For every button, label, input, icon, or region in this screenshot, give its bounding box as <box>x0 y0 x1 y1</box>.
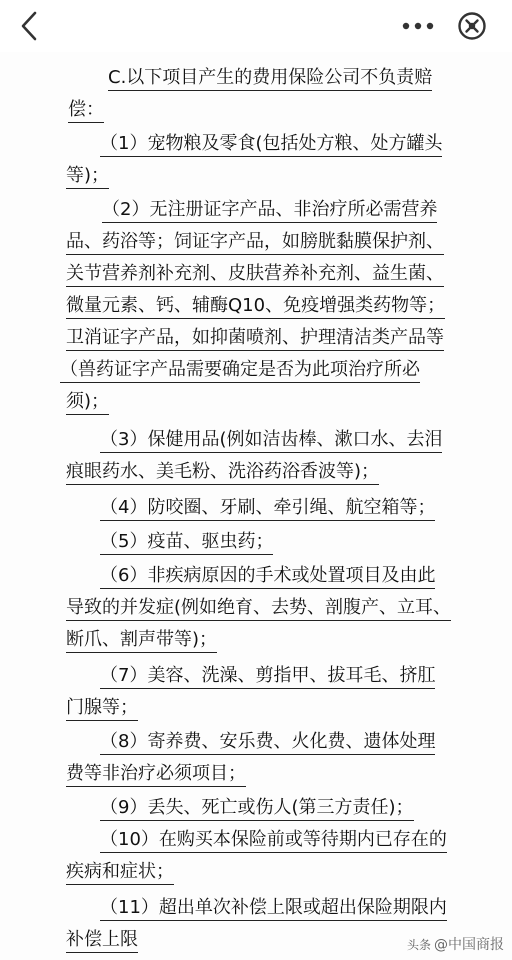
text-line: （9）丢失、死亡或伤人(第三方责任)； <box>100 794 414 826</box>
text-line: 品、药浴等；饲证字产品，如膀胱黏膜保护剂、 <box>66 228 444 260</box>
top-nav-bar <box>0 0 512 53</box>
more-dots-icon <box>392 10 444 42</box>
chevron-left-icon <box>12 8 48 44</box>
text-line: 痕眼药水、美毛粉、洗浴药浴香波等)； <box>66 458 379 490</box>
text-line: （兽药证字产品需要确定是否为此项治疗所必 <box>60 356 420 388</box>
text-line: （1）宠物粮及零食(包括处方粮、处方罐头 <box>100 130 442 162</box>
text-line: （5）疫苗、驱虫药； <box>100 528 273 560</box>
text-line: （6）非疾病原因的手术或处置项目及由此 <box>100 562 435 594</box>
text-line: 断爪、割声带等)； <box>66 626 217 658</box>
text-line: 门腺等； <box>66 694 138 726</box>
text-line: 费等非治疗必须项目； <box>66 760 246 792</box>
text-line: 关节营养剂补充剂、皮肤营养补充剂、益生菌、 <box>66 260 444 292</box>
text-line: （4）防咬圈、牙刷、牵引绳、航空箱等； <box>100 494 435 526</box>
text-line: 偿： <box>68 96 104 128</box>
text-line: 等)； <box>66 162 109 194</box>
source-watermark <box>407 934 504 954</box>
text-line: 微量元素、钙、辅酶Q10、免疫增强类药物等； <box>66 292 445 324</box>
text-line: （11）超出单次补偿上限或超出保险期限内 <box>100 894 447 926</box>
document-page <box>0 52 512 960</box>
text-line: 疾病和症状； <box>66 858 174 890</box>
text-line: 须)； <box>66 388 109 420</box>
text-line: （10）在购买本保险前或等待期内已存在的 <box>100 826 447 858</box>
text-line: C.以下项目产生的费用保险公司不负责赔 <box>108 64 432 96</box>
toutiao-logo: 头条 <box>406 937 431 952</box>
back-button[interactable] <box>12 8 48 44</box>
more-options-button[interactable] <box>392 10 444 42</box>
text-line: （3）保健用品(例如洁齿棒、漱口水、去泪 <box>100 426 442 458</box>
text-line: 导致的并发症(例如绝育、去势、剖腹产、立耳、 <box>66 594 451 626</box>
text-line: （2）无注册证字产品、非治疗所必需营养 <box>102 196 437 228</box>
text-line: （8）寄养费、安乐费、火化费、遗体处理 <box>100 728 435 760</box>
text-line: 卫消证字产品，如抑菌喷剂、护理清洁类产品等 <box>66 324 444 356</box>
close-circle-icon <box>454 8 490 44</box>
close-button[interactable] <box>454 8 490 44</box>
text-line: 补偿上限 <box>66 926 138 958</box>
watermark-source: @中国商报 <box>434 937 504 953</box>
text-line: （7）美容、洗澡、剪指甲、拔耳毛、挤肛 <box>100 662 435 694</box>
